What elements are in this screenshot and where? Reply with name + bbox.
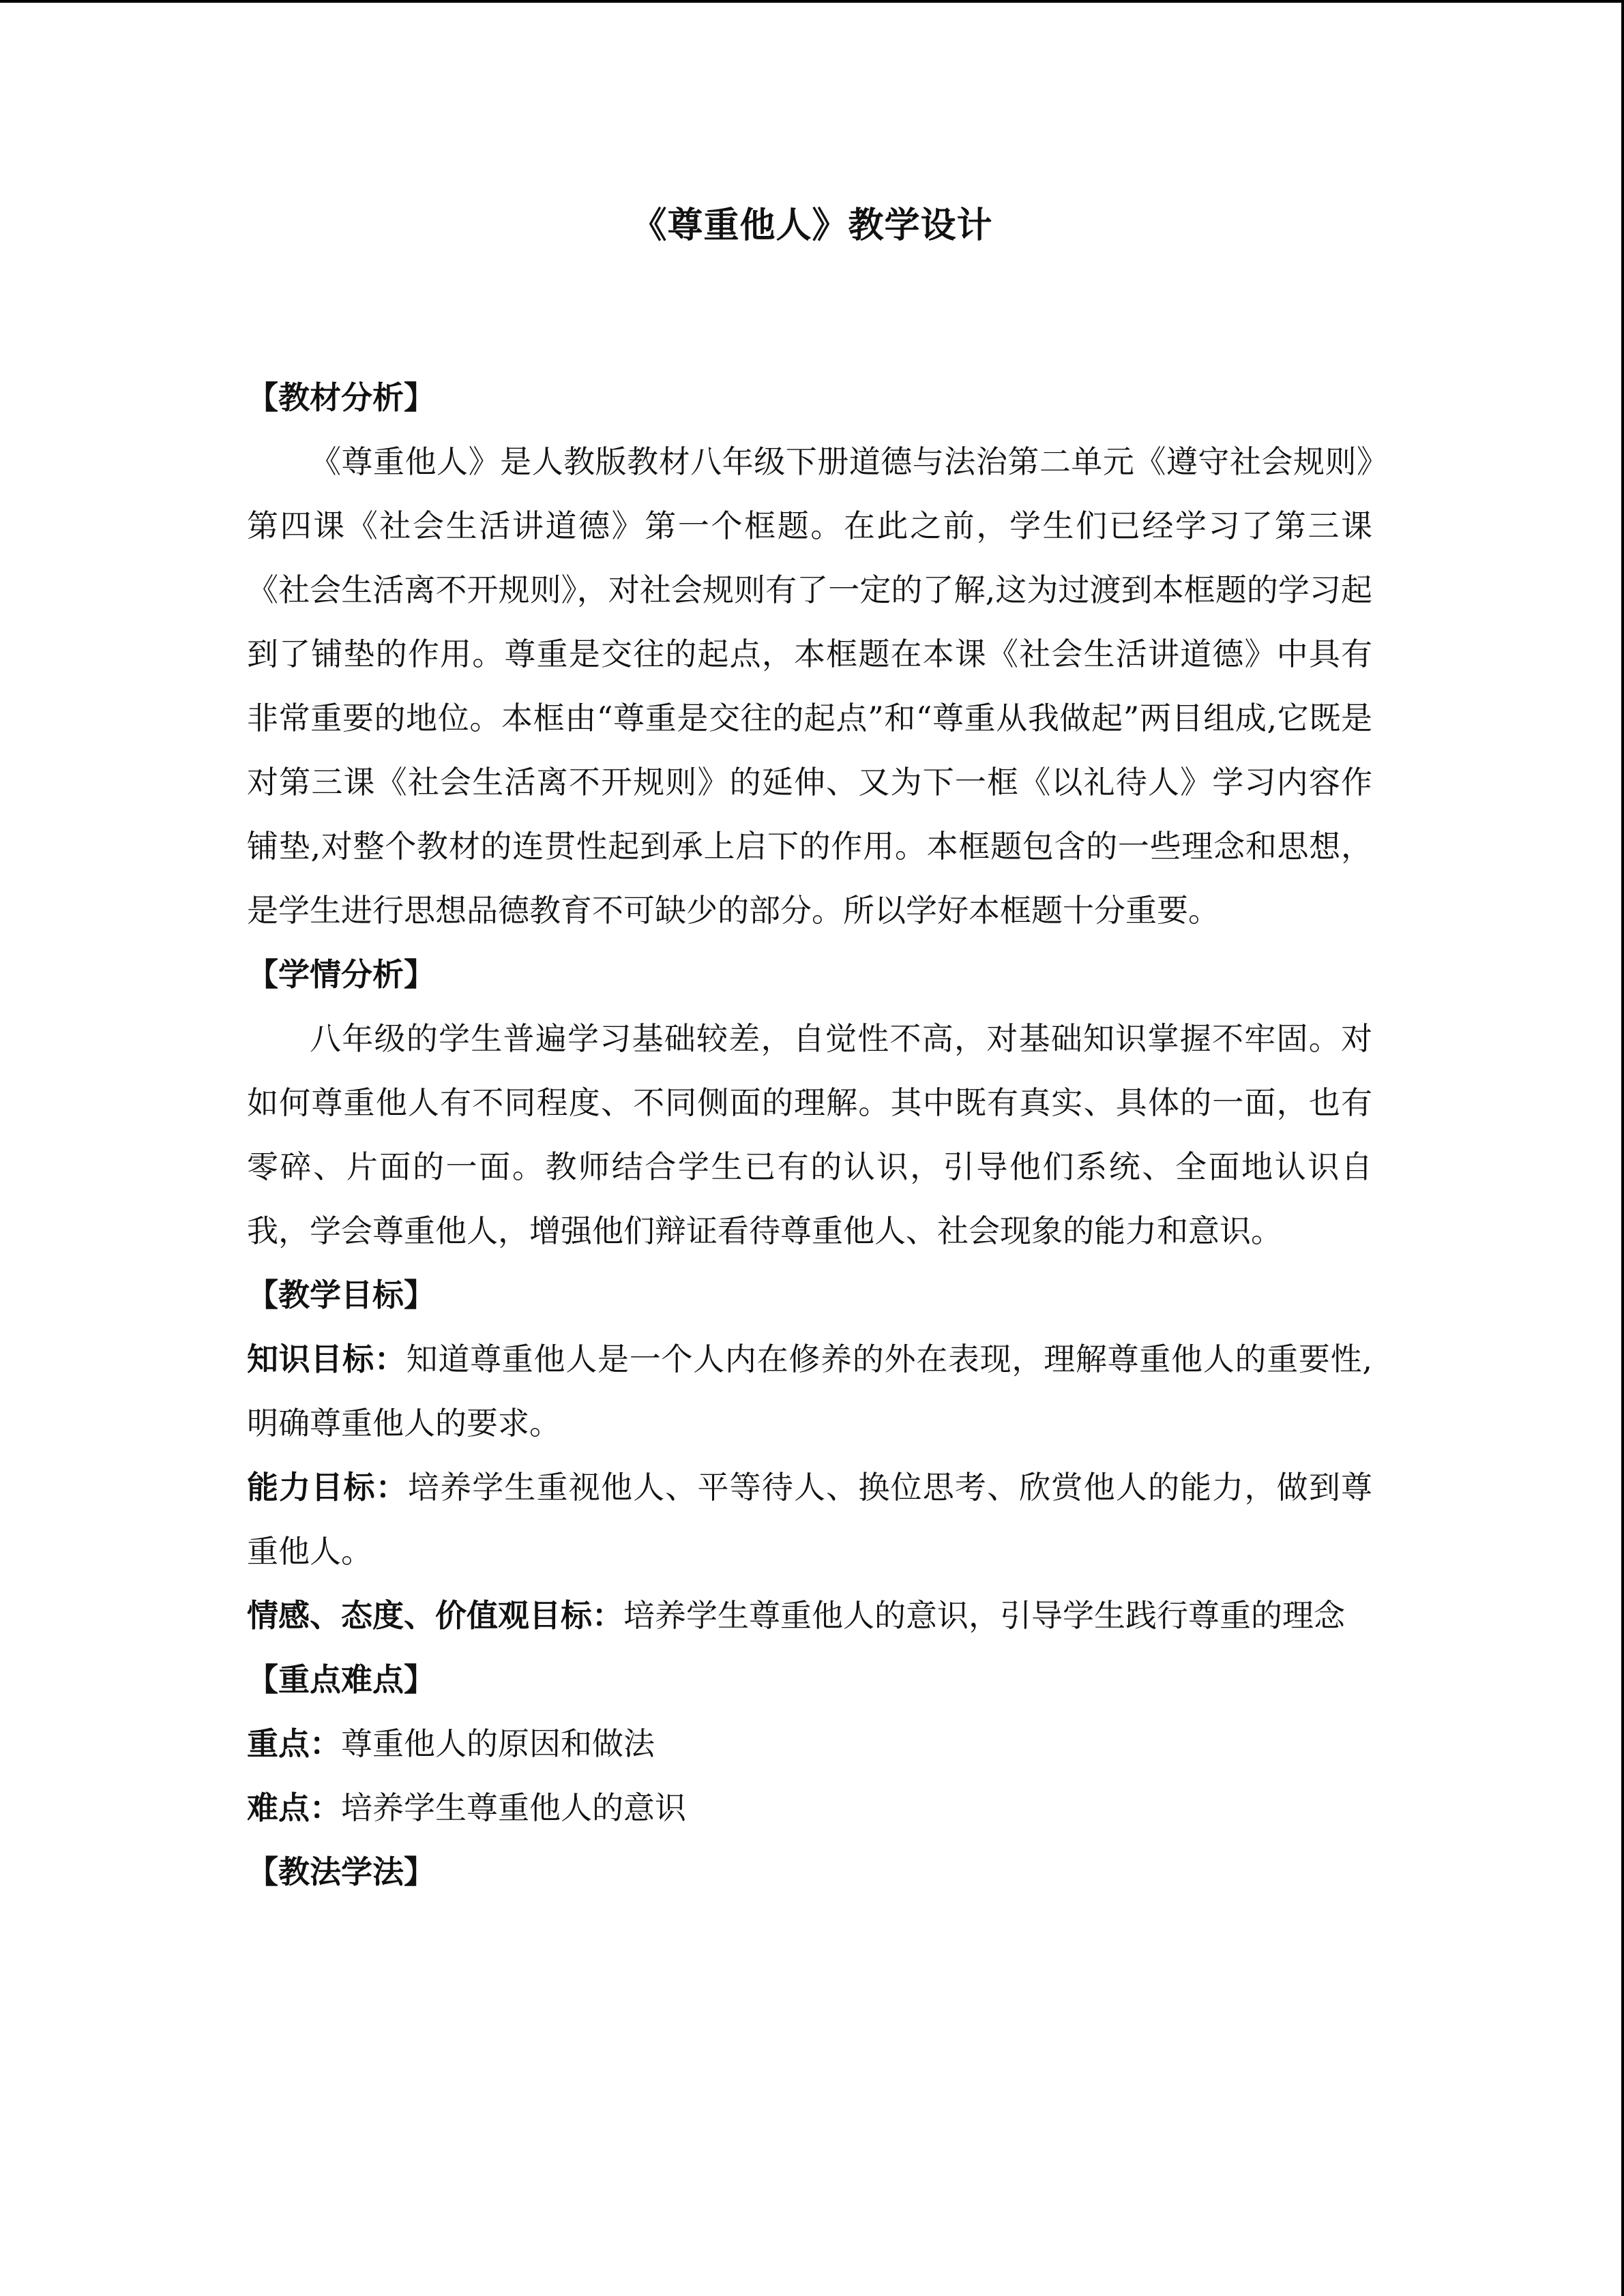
- section-heading-methods: 【教法学法】: [247, 1853, 435, 1890]
- key-point-text: 尊重他人的原因和做法: [341, 1725, 655, 1762]
- textbook-analysis-paragraph: 《尊重他人》是人教版教材八年级下册道德与法治第二单元《遵守社会规则》第四课《社会生活讲道德》第一个框题。在此之前，学生们已经学习了第三课《社会生活离不开规则》，对社会规则有了一定的了解,这为过渡到本框题的学习起到了铺垫的作用。尊重是交往的起点，本框题在本课《社会生活讲道德》中具有非常重要的地位。本框由“尊重是交往的起点”和“尊重从我做起”两目组成,它既是对第三课《社会生活离不开规则》的延伸、又为下一框《以礼待人》学习内容作铺垫,对整个教材的连贯性起到承上启下的作用。本框题包含的一些理念和思想，是学生进行思想品德教育不可缺少的部分。所以学好本框题十分重要。: [247, 443, 1372, 929]
- section-heading-key-points: 【重点难点】: [247, 1661, 435, 1698]
- difficult-point-label: 难点：: [247, 1789, 341, 1826]
- difficult-point-text: 培养学生尊重他人的意识: [341, 1789, 686, 1826]
- ability-goal-text: 培养学生重视他人、平等待人、换位思考、欣赏他人的能力，做到尊重他人。: [247, 1469, 1373, 1570]
- knowledge-goal-text: 知道尊重他人是一个人内在修养的外在表现，理解尊重他人的重要性,明确尊重他人的要求。: [247, 1341, 1372, 1442]
- key-point-label: 重点：: [247, 1725, 341, 1762]
- ability-goal-label: 能力目标：: [247, 1469, 408, 1506]
- page-top-border: [0, 0, 1624, 3]
- emotion-goal-label: 情感、态度、价值观目标：: [247, 1597, 623, 1634]
- knowledge-goal-label: 知识目标：: [247, 1341, 407, 1377]
- ability-goal: [247, 1455, 1372, 1583]
- document-title: 《尊重他人》教学设计: [631, 205, 993, 246]
- key-point: [247, 1712, 1372, 1776]
- knowledge-goal: [247, 1327, 1372, 1455]
- section-heading-student-analysis: 【学情分析】: [247, 956, 435, 993]
- page-right-border: [1621, 0, 1624, 2296]
- emotion-goal: [247, 1583, 1372, 1648]
- section-heading-textbook-analysis: 【教材分析】: [247, 379, 435, 416]
- section-heading-teaching-goals: 【教学目标】: [247, 1277, 435, 1313]
- student-analysis-paragraph: 八年级的学生普遍学习基础较差，自觉性不高，对基础知识掌握不牢固。对如何尊重他人有不同程度、不同侧面的理解。其中既有真实、具体的一面，也有零碎、片面的一面。教师结合学生已有的认识，引导他们系统、全面地认识自我，学会尊重他人，增强他们辩证看待尊重他人、社会现象的能力和意识。: [247, 1020, 1372, 1249]
- emotion-goal-text: 培养学生尊重他人的意识，引导学生践行尊重的理念: [623, 1597, 1345, 1634]
- document-body: [247, 366, 1372, 1904]
- difficult-point: [247, 1776, 1372, 1840]
